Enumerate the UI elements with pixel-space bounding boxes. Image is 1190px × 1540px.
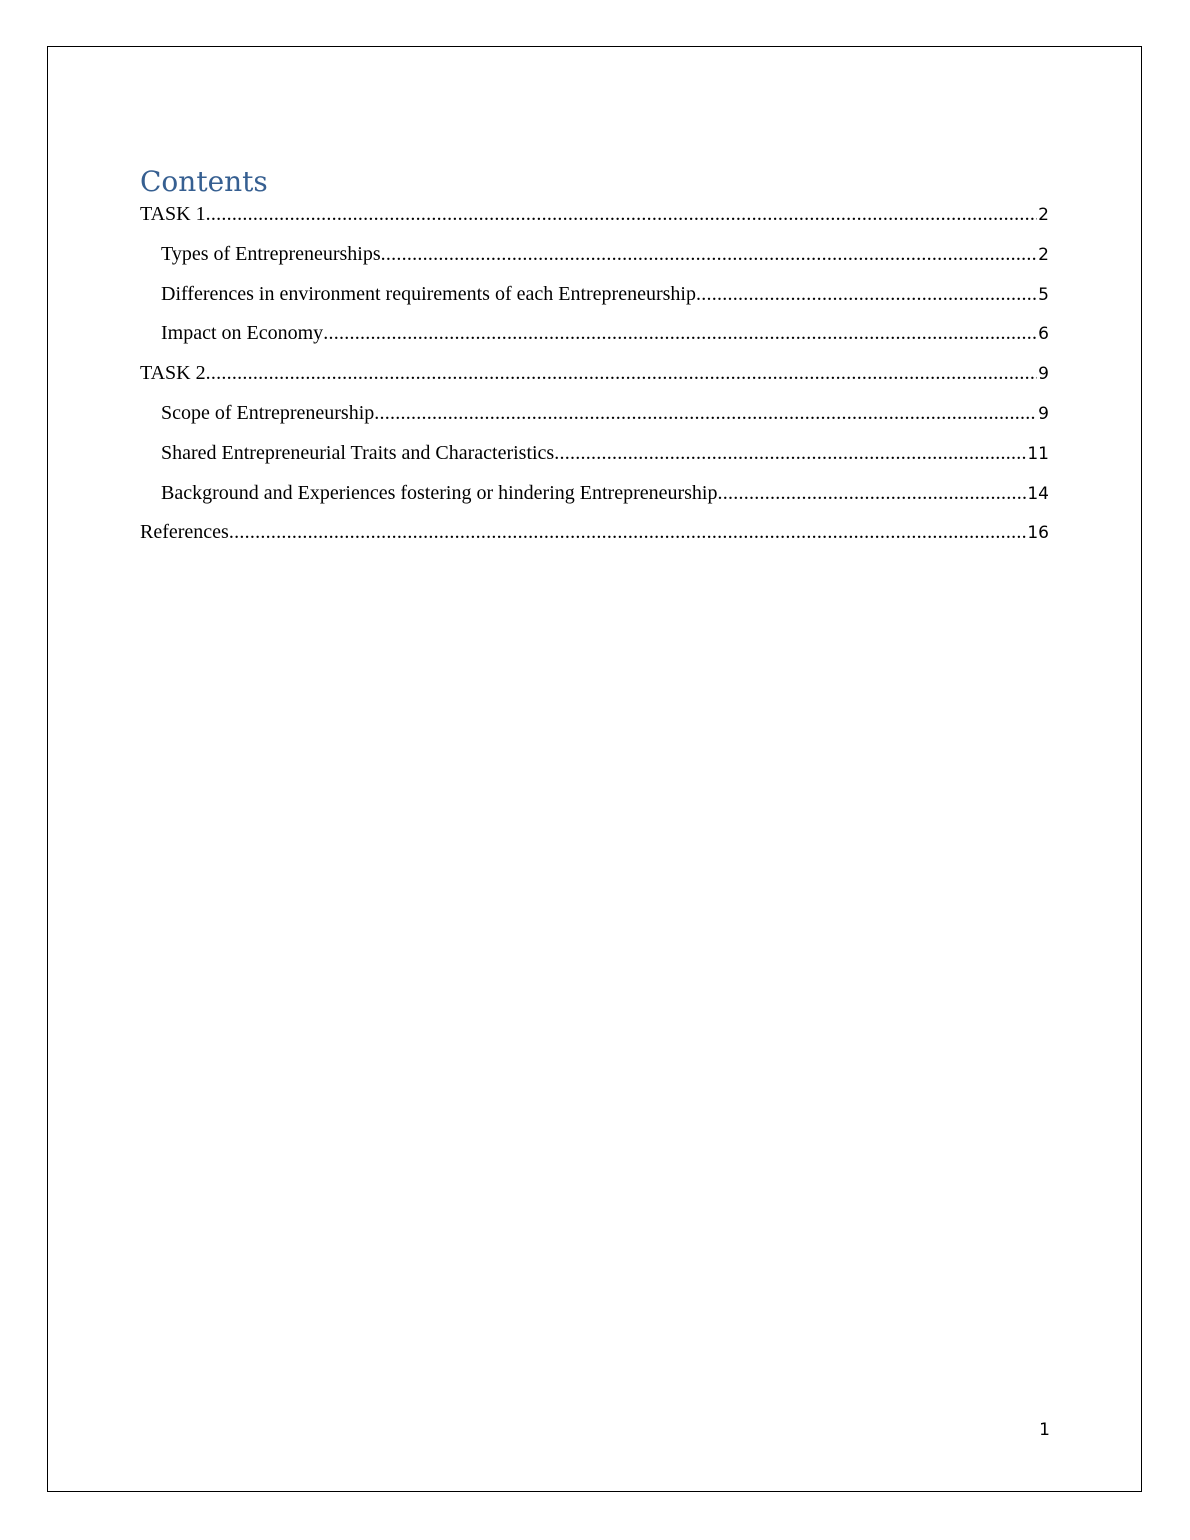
toc-dot-leader [206, 203, 1038, 226]
toc-entry-label: TASK 2 [140, 362, 206, 385]
toc-entry-label: Impact on Economy [161, 322, 324, 345]
toc-entry-page: 14 [1027, 483, 1049, 504]
toc-entry-label: Background and Experiences fostering or hindering Entrepreneurship [161, 481, 718, 504]
toc-dot-leader [717, 482, 1026, 505]
toc-dot-leader [206, 362, 1038, 385]
toc-entry-label: TASK 1 [140, 203, 206, 225]
toc-entry-label: References [140, 521, 229, 544]
toc-entry-task-1[interactable] [140, 202, 1049, 242]
toc-dot-leader [696, 283, 1037, 306]
toc-entry-page: 11 [1027, 443, 1049, 464]
toc-entry-page: 9 [1038, 403, 1049, 424]
table-of-contents [140, 202, 1049, 560]
toc-entry-page: 16 [1027, 523, 1049, 544]
toc-entry-shared-traits[interactable] [140, 441, 1049, 481]
toc-entry-types-of-entrepreneurships[interactable] [140, 242, 1049, 282]
toc-entry-background-and-experiences[interactable] [140, 481, 1049, 521]
toc-entry-page: 6 [1038, 324, 1049, 345]
toc-entry-page: 2 [1038, 244, 1049, 265]
toc-title: Contents [140, 165, 268, 198]
toc-dot-leader [381, 243, 1038, 266]
toc-dot-leader [554, 442, 1026, 465]
toc-entry-label: Shared Entrepreneurial Traits and Characteristics [161, 441, 555, 464]
toc-entry-label: Scope of Entrepreneurship [161, 401, 375, 424]
toc-dot-leader [229, 521, 1027, 544]
page-number: 1 [1039, 1420, 1050, 1440]
toc-entry-page: 9 [1038, 364, 1049, 385]
toc-entry-task-2[interactable] [140, 361, 1049, 401]
toc-dot-leader [374, 402, 1037, 425]
toc-entry-impact-on-economy[interactable] [140, 321, 1049, 361]
toc-entry-scope-of-entrepreneurship[interactable] [140, 401, 1049, 441]
toc-entry-label: Differences in environment requirements of each Entrepreneurship [161, 282, 696, 305]
toc-dot-leader [323, 322, 1037, 345]
toc-entry-label: Types of Entrepreneurships [161, 242, 381, 265]
toc-entry-page: 2 [1038, 205, 1049, 225]
toc-entry-references[interactable] [140, 520, 1049, 560]
toc-entry-differences-in-environment[interactable] [140, 282, 1049, 322]
toc-entry-page: 5 [1038, 284, 1049, 305]
